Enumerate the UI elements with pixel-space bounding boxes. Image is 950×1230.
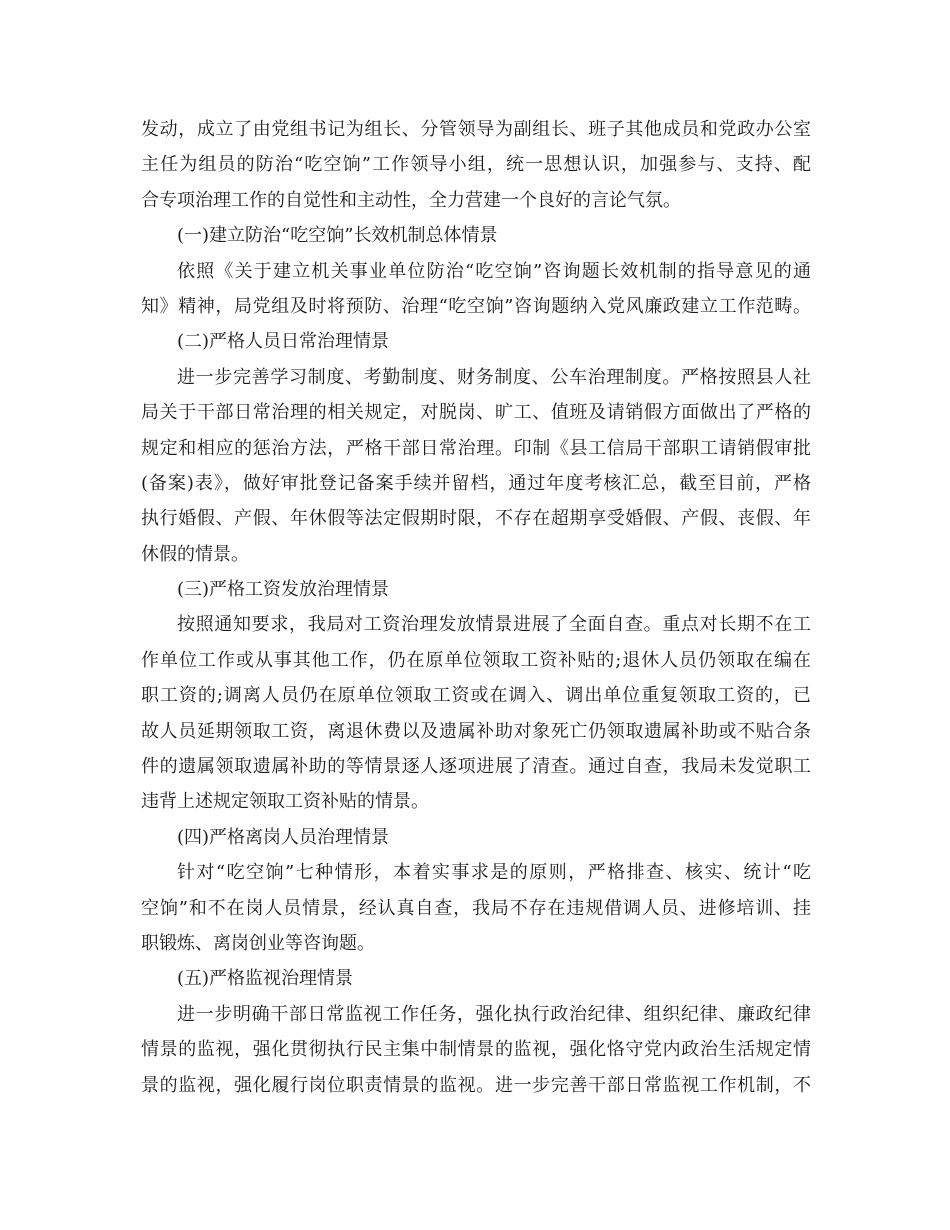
section-heading: (一)建立防治“吃空饷”长效机制总体情景 — [177, 225, 498, 247]
paragraph — [141, 607, 811, 819]
paragraph — [141, 855, 811, 961]
paragraph — [141, 112, 811, 218]
text-line: 针对“吃空饷”七种情形，本着实事求是的原则，严格排查、核实、统计“吃 — [177, 862, 811, 884]
text-line: 主任为组员的防治“吃空饷”工作领导小组，统一思想认识，加强参与、支持、配 — [141, 154, 811, 176]
document-body — [141, 112, 811, 1103]
section-heading: (二)严格人员日常治理情景 — [177, 331, 390, 353]
text-line: 合专项治理工作的自觉性和主动性，全力营建一个良好的言论气氛。 — [141, 189, 681, 211]
text-line: 规定和相应的惩治方法，严格干部日常治理。印制《县工信局干部职工请销假审批 — [141, 437, 811, 459]
text-line: 违背上述规定领取工资补贴的情景。 — [141, 791, 429, 813]
paragraph — [141, 254, 811, 325]
text-line: 进一步明确干部日常监视工作任务，强化执行政治纪律、组织纪律、廉政纪律 — [177, 1003, 811, 1025]
text-line: 休假的情景。 — [141, 543, 249, 565]
paragraph — [141, 360, 811, 572]
section-heading: (四)严格离岗人员治理情景 — [177, 826, 390, 848]
text-line: 发动，成立了由党组书记为组长、分管领导为副组长、班子其他成员和党政办公室 — [141, 119, 811, 140]
text-line: 进一步完善学习制度、考勤制度、财务制度、公车治理制度。严格按照县人社 — [177, 366, 811, 388]
text-line: 知》精神，局党组及时将预防、治理“吃空饷”咨询题纳入党风廉政建立工作范畴。 — [141, 295, 811, 317]
section-heading: (五)严格监视治理情景 — [177, 968, 354, 990]
text-line: 局关于干部日常治理的相关规定，对脱岗、旷工、值班及请销假方面做出了严格的 — [141, 402, 811, 424]
text-line: 情景的监视，强化贯彻执行民主集中制情景的监视，强化恪守党内政治生活规定情 — [141, 1039, 811, 1061]
text-line: 件的遗属领取遗属补助的等情景逐人逐项进展了清查。通过自查，我局未发觉职工 — [141, 756, 811, 778]
paragraph — [141, 997, 811, 1103]
text-line: 依照《关于建立机关事业单位防治“吃空饷”咨询题长效机制的指导意见的通 — [177, 260, 811, 282]
text-line: 故人员延期领取工资，离退休费以及遗属补助对象死亡仍领取遗属补助或不贴合条 — [141, 720, 811, 742]
text-line: 执行婚假、产假、年休假等法定假期时限，不存在超期享受婚假、产假、丧假、年 — [141, 508, 811, 530]
text-line: 按照通知要求，我局对工资治理发放情景进展了全面自查。重点对长期不在工 — [177, 614, 811, 636]
text-line: 职锻炼、离岗创业等咨询题。 — [141, 932, 375, 954]
text-line: (备案)表》，做好审批登记备案手续并留档，通过年度考核汇总，截至目前，严格 — [141, 472, 811, 494]
text-line: 空饷”和不在岗人员情景，经认真自查，我局不存在违规借调人员、进修培训、挂 — [141, 897, 811, 919]
section-heading: (三)严格工资发放治理情景 — [177, 579, 390, 601]
text-line: 作单位工作或从事其他工作，仍在原单位领取工资补贴的;退休人员仍领取在编在 — [141, 649, 811, 671]
text-line: 景的监视，强化履行岗位职责情景的监视。进一步完善干部日常监视工作机制，不 — [141, 1074, 811, 1096]
text-line: 职工资的;调离人员仍在原单位领取工资或在调入、调出单位重复领取工资的，已 — [141, 685, 811, 707]
